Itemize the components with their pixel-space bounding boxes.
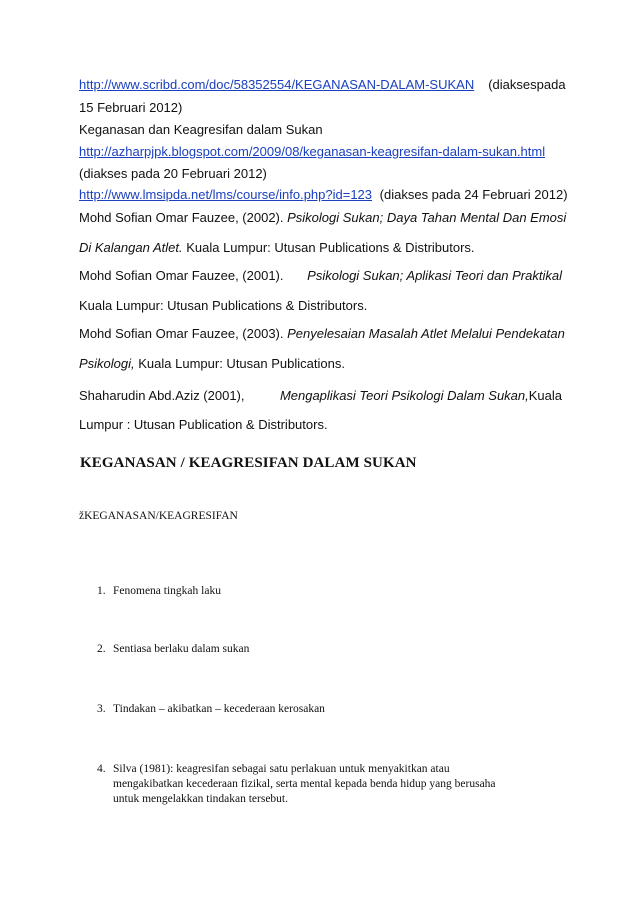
list-item-number: 4. (97, 763, 106, 775)
ref7-tail: Kuala (528, 388, 562, 403)
ref6-author: Mohd Sofian Omar Fauzee, (2003). (79, 326, 284, 341)
section-heading: KEGANASAN / KEAGRESIFAN DALAM SUKAN (80, 455, 417, 471)
list-item-text (113, 642, 557, 657)
ref7-line1 (79, 388, 562, 404)
ref5-title: Psikologi Sukan; Aplikasi Teori dan Praktikal (307, 268, 562, 283)
ref7-title-wrap (280, 388, 562, 404)
ref5-line1 (79, 268, 562, 284)
ref2-line1 (79, 144, 562, 160)
ref1-line2: 15 Februari 2012) (79, 100, 183, 115)
ref2-link[interactable]: http://azharpjpk.blogspot.com/2009/08/keganasan-keagresifan-dalam-sukan.html (79, 144, 546, 159)
ref3-line (79, 187, 568, 203)
list-item-text (113, 702, 557, 717)
ref4-line2 (79, 240, 562, 256)
list-item-line: Sentiasa berlaku dalam sukan (113, 643, 250, 655)
ref4-publisher: Kuala Lumpur: Utusan Publications & Distributors. (186, 240, 475, 255)
ref6-title-cont: Psikologi, (79, 356, 135, 371)
list-item-number: 2. (97, 643, 106, 655)
ref6-line2 (79, 356, 562, 372)
ref4-author: Mohd Sofian Omar Fauzee, (2002). (79, 210, 284, 225)
list-item-number: 1. (97, 585, 106, 597)
list-item-text (113, 584, 557, 599)
ref4-title-cont: Di Kalangan Atlet. (79, 240, 183, 255)
ref3-link[interactable]: http://www.lmsipda.net/lms/course/info.php?id=123 (79, 187, 373, 202)
ref7-author: Shaharudin Abd.Aziz (2001), (79, 388, 245, 403)
list-item-line: Tindakan – akibatkan – kecederaan kerosakan (113, 703, 325, 715)
list-item-line: mengakibatkan kecederaan fizikal, serta mental kepada benda hidup yang berusaha (113, 778, 496, 790)
list-item-line: Fenomena tingkah laku (113, 585, 221, 597)
ref6-title: Penyelesaian Masalah Atlet Melalui Pendekatan (287, 326, 565, 341)
ref1-link[interactable]: http://www.scribd.com/doc/58352554/KEGANASAN-DALAM-SUKAN (79, 77, 475, 92)
ref1-tail-word-2: pada (536, 77, 566, 92)
list-item-line: Silva (1981): keagresifan sebagai satu perlakuan untuk menyakitkan atau (113, 763, 450, 775)
ref2-line2: (diakses pada 20 Februari 2012) (79, 166, 267, 181)
ref7-line2: Lumpur : Utusan Publication & Distributors. (79, 417, 328, 432)
ref6-publisher: Kuala Lumpur: Utusan Publications. (138, 356, 345, 371)
ref6-line1 (79, 326, 565, 342)
ref3-tail: (diakses pada 24 Februari 2012) (379, 187, 568, 202)
list-item-text (113, 762, 557, 807)
list-item-number: 3. (97, 703, 106, 715)
ref5-author: Mohd Sofian Omar Fauzee, (2001). (79, 268, 284, 283)
ref4-line1 (79, 210, 567, 226)
section-subheading: žKEGANASAN/KEAGRESIFAN (79, 510, 238, 522)
list-item-line: untuk mengelakkan tindakan tersebut. (113, 793, 289, 805)
ref2-title: Keganasan dan Keagresifan dalam Sukan (79, 122, 323, 137)
ref1-line1 (79, 77, 566, 93)
ref7-title: Mengaplikasi Teori Psikologi Dalam Sukan, (279, 388, 529, 403)
ref4-title: Psikologi Sukan; Daya Tahan Mental Dan Emosi (287, 210, 567, 225)
ref5-line2: Kuala Lumpur: Utusan Publications & Distributors. (79, 298, 368, 313)
ref1-tail-word-1: (diakses (488, 77, 537, 92)
